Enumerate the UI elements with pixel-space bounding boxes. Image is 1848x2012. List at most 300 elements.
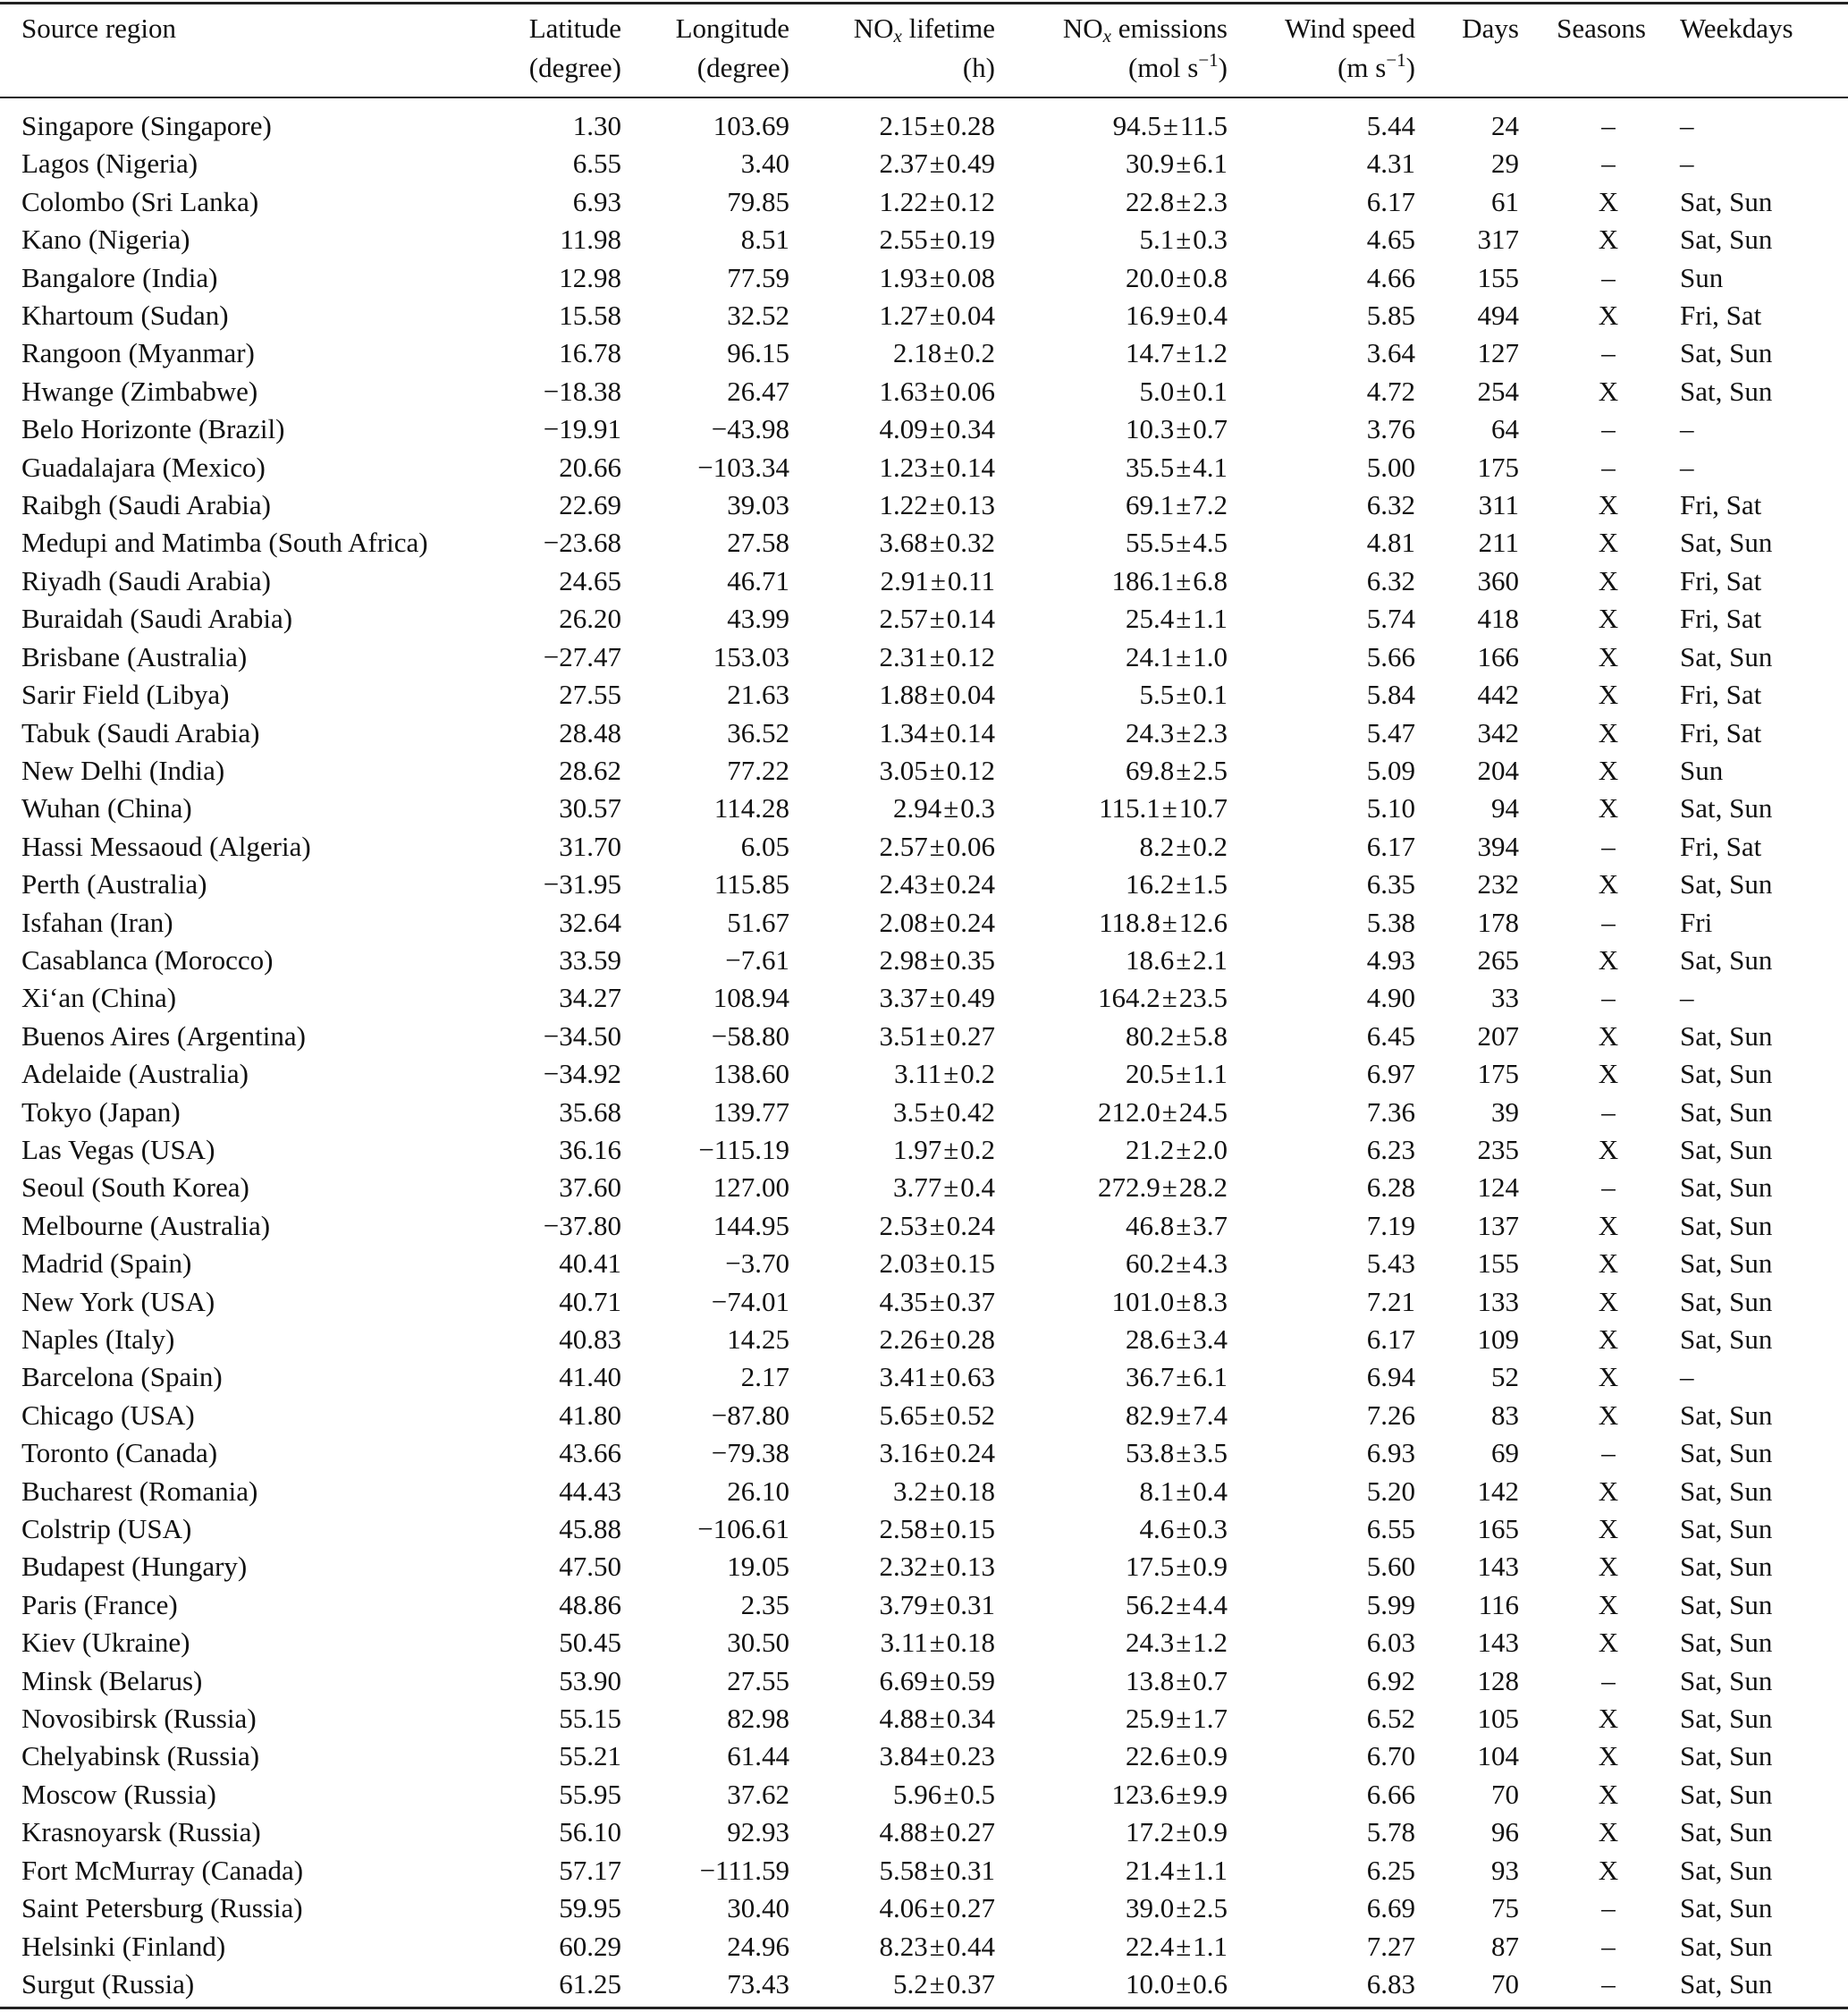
cell-weekdays: Sat, Sun	[1680, 1892, 1773, 1924]
lifetime-value: 3.11	[894, 1058, 942, 1090]
lifetime-uncertainty: 0.28	[946, 110, 995, 141]
cell-longitude: 36.52	[727, 716, 789, 748]
table-row	[0, 1358, 1848, 1396]
cell-wind-speed: 7.27	[1366, 1930, 1415, 1962]
cell-nox-lifetime	[789, 1889, 995, 1927]
cell-source-region: Kano (Nigeria)	[21, 224, 190, 256]
cell-weekdays: Fri, Sat	[1680, 716, 1762, 748]
cell-weekdays: Sun	[1680, 754, 1724, 786]
lifetime-value: 6.69	[879, 1664, 928, 1696]
lifetime-value: 2.53	[879, 1209, 928, 1241]
emissions-value: 36.7	[1125, 1361, 1175, 1393]
cell-weekdays: Sat, Sun	[1680, 868, 1773, 900]
cell-source-region: Buenos Aires (Argentina)	[21, 1019, 306, 1052]
lifetime-value: 3.68	[879, 527, 928, 559]
cell-nox-lifetime	[789, 1473, 995, 1510]
cell-days: 494	[1477, 300, 1519, 332]
cell-longitude: 114.28	[713, 792, 789, 824]
cell-source-region: Kiev (Ukraine)	[21, 1627, 190, 1659]
emissions-value: 10.3	[1125, 413, 1175, 445]
cell-seasons: –	[1601, 337, 1616, 369]
emissions-unit-base: (mol s	[1127, 52, 1199, 83]
cell-nox-lifetime	[789, 524, 995, 562]
cell-source-region: Singapore (Singapore)	[21, 110, 272, 141]
cell-seasons: X	[1598, 527, 1619, 559]
cell-days: 75	[1491, 1892, 1519, 1924]
plus-minus-symbol: ±	[929, 224, 945, 256]
cell-seasons: X	[1598, 1588, 1619, 1620]
lifetime-value: 2.18	[892, 337, 942, 369]
cell-source-region: Budapest (Hungary)	[21, 1551, 248, 1583]
emissions-value: 16.9	[1125, 300, 1175, 332]
plus-minus-symbol: ±	[929, 451, 945, 483]
cell-seasons: X	[1598, 1627, 1619, 1659]
cell-source-region: Colstrip (USA)	[21, 1513, 192, 1545]
lifetime-uncertainty: 0.18	[946, 1475, 995, 1507]
cell-wind-speed: 5.85	[1366, 300, 1415, 332]
cell-source-region: Lagos (Nigeria)	[21, 148, 198, 180]
header-nox-lifetime-suffix: lifetime	[901, 13, 995, 44]
cell-source-region: Melbourne (Australia)	[21, 1209, 271, 1241]
table-row	[0, 1321, 1848, 1358]
cell-latitude: 16.78	[559, 337, 621, 369]
plus-minus-symbol: ±	[929, 754, 945, 786]
lifetime-uncertainty: 0.32	[946, 527, 995, 559]
table-row	[0, 1852, 1848, 1889]
cell-longitude: 138.60	[713, 1058, 789, 1090]
table-row	[0, 334, 1848, 372]
plus-minus-symbol: ±	[1176, 413, 1192, 445]
cell-longitude: 8.51	[740, 224, 789, 256]
cell-longitude: −106.61	[697, 1513, 789, 1545]
emissions-value: 5.5	[1139, 679, 1175, 711]
lifetime-uncertainty: 0.06	[946, 830, 995, 862]
cell-longitude: 3.40	[740, 148, 789, 180]
cell-days: 70	[1491, 1967, 1519, 1999]
cell-nox-emissions	[995, 524, 1228, 562]
cell-nox-emissions	[995, 1966, 1228, 2003]
cell-weekdays: Sat, Sun	[1680, 185, 1773, 217]
emissions-uncertainty: 0.6	[1193, 1967, 1228, 1999]
cell-nox-lifetime	[789, 1207, 995, 1245]
cell-nox-emissions	[995, 1358, 1228, 1396]
cell-latitude: 28.48	[559, 716, 621, 748]
cell-longitude: 2.35	[740, 1588, 789, 1620]
cell-weekdays: Sat, Sun	[1680, 1664, 1773, 1696]
lifetime-uncertainty: 0.06	[946, 375, 995, 407]
plus-minus-symbol: ±	[929, 1930, 945, 1962]
cell-longitude: 30.50	[727, 1627, 789, 1659]
emissions-uncertainty: 2.0	[1193, 1133, 1228, 1165]
cell-nox-lifetime	[789, 979, 995, 1017]
cell-nox-emissions	[995, 373, 1228, 410]
table-row	[0, 259, 1848, 297]
cell-nox-emissions	[995, 790, 1228, 827]
cell-nox-emissions	[995, 1737, 1228, 1775]
plus-minus-symbol: ±	[1161, 1171, 1177, 1204]
cell-seasons: –	[1601, 148, 1616, 180]
header-days: Days	[1462, 13, 1519, 44]
lifetime-uncertainty: 0.31	[946, 1588, 995, 1620]
emissions-value: 22.4	[1125, 1930, 1175, 1962]
cell-longitude: 51.67	[727, 906, 789, 938]
table-row	[0, 1018, 1848, 1055]
cell-longitude: 103.69	[713, 110, 789, 141]
cell-latitude: 43.66	[559, 1437, 621, 1469]
cell-source-region: Chicago (USA)	[21, 1399, 195, 1431]
lifetime-uncertainty: 0.15	[946, 1247, 995, 1280]
cell-longitude: 144.95	[713, 1209, 789, 1241]
plus-minus-symbol: ±	[929, 906, 945, 938]
cell-nox-lifetime	[789, 486, 995, 524]
lifetime-value: 3.41	[879, 1361, 928, 1393]
cell-nox-emissions	[995, 1510, 1228, 1548]
header-weekdays: Weekdays	[1680, 13, 1793, 44]
cell-latitude: 56.10	[559, 1816, 621, 1848]
plus-minus-symbol: ±	[929, 830, 945, 862]
cell-nox-lifetime	[789, 1662, 995, 1700]
emissions-uncertainty: 6.8	[1193, 564, 1228, 596]
cell-wind-speed: 6.70	[1366, 1740, 1415, 1772]
plus-minus-symbol: ±	[929, 716, 945, 748]
plus-minus-symbol: ±	[929, 1209, 945, 1241]
cell-nox-lifetime	[789, 942, 995, 979]
table-row	[0, 1434, 1848, 1472]
emissions-value: 24.3	[1125, 1627, 1175, 1659]
cell-nox-emissions	[995, 904, 1228, 942]
lifetime-value: 2.08	[879, 906, 928, 938]
emissions-value: 35.5	[1125, 451, 1175, 483]
emissions-value: 28.6	[1125, 1323, 1175, 1355]
cell-wind-speed: 6.03	[1366, 1627, 1415, 1659]
plus-minus-symbol: ±	[929, 489, 945, 521]
cell-wind-speed: 5.44	[1366, 110, 1415, 141]
plus-minus-symbol: ±	[929, 261, 945, 293]
cell-seasons: X	[1598, 943, 1619, 976]
emissions-value: 80.2	[1125, 1019, 1175, 1052]
cell-latitude: −34.92	[543, 1058, 621, 1090]
cell-wind-speed: 6.17	[1366, 830, 1415, 862]
cell-longitude: 26.47	[727, 375, 789, 407]
table-row	[0, 449, 1848, 486]
cell-longitude: 127.00	[713, 1171, 789, 1204]
cell-latitude: 53.90	[559, 1664, 621, 1696]
cell-latitude: 33.59	[559, 943, 621, 976]
plus-minus-symbol: ±	[1176, 754, 1192, 786]
cell-weekdays: Sat, Sun	[1680, 1816, 1773, 1848]
emissions-value: 18.6	[1125, 943, 1175, 976]
cell-nox-lifetime	[789, 1928, 995, 1966]
plus-minus-symbol: ±	[929, 1323, 945, 1355]
cell-seasons: X	[1598, 489, 1619, 521]
emissions-value: 55.5	[1125, 527, 1175, 559]
cell-days: 24	[1491, 110, 1519, 141]
cell-latitude: 22.69	[559, 489, 621, 521]
emissions-uncertainty: 1.1	[1193, 1930, 1228, 1962]
lifetime-value: 1.22	[879, 489, 928, 521]
emissions-value: 21.4	[1125, 1854, 1175, 1886]
plus-minus-symbol: ±	[1176, 603, 1192, 635]
plus-minus-symbol: ±	[929, 185, 945, 217]
emissions-value: 24.1	[1125, 640, 1175, 672]
table-row	[0, 1510, 1848, 1548]
emissions-uncertainty: 1.5	[1193, 868, 1228, 900]
cell-longitude: 32.52	[727, 300, 789, 332]
cell-seasons: X	[1598, 1475, 1619, 1507]
cell-source-region: Madrid (Spain)	[21, 1247, 192, 1280]
cell-nox-emissions	[995, 1700, 1228, 1737]
table-row	[0, 1737, 1848, 1775]
cell-weekdays: Sat, Sun	[1680, 1171, 1773, 1204]
cell-days: 155	[1477, 261, 1519, 293]
header-latitude: Latitude	[528, 13, 621, 44]
lifetime-value: 3.16	[879, 1437, 928, 1469]
cell-nox-emissions	[995, 1889, 1228, 1927]
cell-weekdays: –	[1680, 110, 1694, 141]
cell-longitude: 73.43	[727, 1967, 789, 1999]
cell-longitude: 19.05	[727, 1551, 789, 1583]
cell-wind-speed: 5.43	[1366, 1247, 1415, 1280]
cell-wind-speed: 6.28	[1366, 1171, 1415, 1204]
lifetime-uncertainty: 0.11	[947, 564, 995, 596]
lifetime-uncertainty: 0.19	[946, 224, 995, 256]
cell-source-region: Hwange (Zimbabwe)	[21, 375, 258, 407]
cell-days: 116	[1478, 1588, 1519, 1620]
cell-nox-emissions	[995, 1397, 1228, 1434]
emissions-uncertainty: 0.3	[1193, 1513, 1228, 1545]
cell-longitude: 43.99	[727, 603, 789, 635]
emissions-uncertainty: 4.3	[1193, 1247, 1228, 1280]
cell-days: 165	[1477, 1513, 1519, 1545]
cell-source-region: Guadalajara (Mexico)	[21, 451, 266, 483]
lifetime-value: 1.97	[892, 1133, 942, 1165]
lifetime-uncertainty: 0.2	[960, 1058, 995, 1090]
emissions-uncertainty: 24.5	[1178, 1095, 1228, 1128]
cell-nox-emissions	[995, 866, 1228, 903]
cell-latitude: 40.83	[559, 1323, 621, 1355]
cell-days: 143	[1477, 1551, 1519, 1583]
lifetime-value: 2.15	[879, 110, 928, 141]
cell-wind-speed: 5.66	[1366, 640, 1415, 672]
cell-days: 155	[1477, 1247, 1519, 1280]
cell-longitude: −79.38	[711, 1437, 789, 1469]
cell-wind-speed: 7.21	[1366, 1285, 1415, 1317]
emissions-value: 5.1	[1139, 224, 1175, 256]
cell-nox-emissions	[995, 97, 1228, 145]
cell-seasons: X	[1598, 1778, 1619, 1810]
cell-longitude: 30.40	[727, 1892, 789, 1924]
plus-minus-symbol: ±	[929, 1854, 945, 1886]
cell-wind-speed: 6.35	[1366, 868, 1415, 900]
table-row	[0, 486, 1848, 524]
lifetime-uncertainty: 0.5	[960, 1778, 995, 1810]
emissions-value: 69.1	[1125, 489, 1175, 521]
cell-longitude: 27.55	[727, 1664, 789, 1696]
cell-nox-lifetime	[789, 1510, 995, 1548]
wind-unit-exponent: −1	[1386, 49, 1406, 71]
cell-wind-speed: 5.10	[1366, 792, 1415, 824]
cell-wind-speed: 6.23	[1366, 1133, 1415, 1165]
emissions-value: 123.6	[1111, 1778, 1175, 1810]
cell-days: 317	[1477, 224, 1519, 256]
cell-seasons: X	[1598, 1247, 1619, 1280]
emissions-uncertainty: 4.5	[1193, 527, 1228, 559]
table-top-rule	[0, 2, 1848, 4]
cell-nox-lifetime	[789, 1624, 995, 1661]
lifetime-uncertainty: 0.28	[946, 1323, 995, 1355]
cell-source-region: Adelaide (Australia)	[21, 1058, 249, 1090]
cell-longitude: −103.34	[697, 451, 789, 483]
plus-minus-symbol: ±	[929, 413, 945, 445]
emissions-value: 22.8	[1125, 185, 1175, 217]
cell-weekdays: –	[1680, 148, 1694, 180]
cell-weekdays: Sat, Sun	[1680, 640, 1773, 672]
cell-weekdays: Fri, Sat	[1680, 679, 1762, 711]
cell-latitude: 41.40	[559, 1361, 621, 1393]
plus-minus-symbol: ±	[1176, 1399, 1192, 1431]
cell-latitude: 47.50	[559, 1551, 621, 1583]
emissions-uncertainty: 0.9	[1193, 1816, 1228, 1848]
cell-nox-emissions	[995, 1055, 1228, 1093]
cell-nox-emissions	[995, 1662, 1228, 1700]
lifetime-value: 3.84	[879, 1740, 928, 1772]
table-row	[0, 1207, 1848, 1245]
cell-seasons: X	[1598, 716, 1619, 748]
cell-source-region: Wuhan (China)	[21, 792, 192, 824]
cell-wind-speed: 5.74	[1366, 603, 1415, 635]
cell-days: 442	[1477, 679, 1519, 711]
cell-nox-lifetime	[789, 1245, 995, 1282]
cell-source-region: Minsk (Belarus)	[21, 1664, 203, 1696]
table-row	[0, 1094, 1848, 1131]
plus-minus-symbol: ±	[1176, 868, 1192, 900]
plus-minus-symbol: ±	[1176, 1247, 1192, 1280]
table-row	[0, 1283, 1848, 1321]
lifetime-uncertainty: 0.2	[960, 337, 995, 369]
lifetime-value: 2.37	[879, 148, 928, 180]
cell-nox-lifetime	[789, 600, 995, 638]
cell-nox-emissions	[995, 1776, 1228, 1813]
plus-minus-symbol: ±	[1176, 1816, 1192, 1848]
lifetime-value: 3.79	[879, 1588, 928, 1620]
lifetime-value: 4.88	[879, 1703, 928, 1735]
cell-nox-emissions	[995, 1852, 1228, 1889]
header-region-unit	[0, 48, 483, 97]
lifetime-uncertainty: 0.27	[946, 1816, 995, 1848]
cell-nox-lifetime	[789, 1283, 995, 1321]
lifetime-uncertainty: 0.59	[946, 1664, 995, 1696]
plus-minus-symbol: ±	[1176, 1361, 1192, 1393]
table-row	[0, 1624, 1848, 1661]
plus-minus-symbol: ±	[1176, 527, 1192, 559]
header-seasons: Seasons	[1557, 13, 1646, 44]
plus-minus-symbol: ±	[929, 1399, 945, 1431]
header-nox-emissions	[995, 5, 1228, 48]
cell-days: 61	[1491, 185, 1519, 217]
cell-nox-emissions	[995, 1018, 1228, 1055]
plus-minus-symbol: ±	[929, 943, 945, 976]
emissions-uncertainty: 3.5	[1193, 1437, 1228, 1469]
cell-weekdays: Sat, Sun	[1680, 375, 1773, 407]
cell-days: 166	[1477, 640, 1519, 672]
cell-nox-emissions	[995, 183, 1228, 221]
lifetime-value: 3.5	[892, 1095, 928, 1128]
cell-days: 211	[1478, 527, 1519, 559]
cell-seasons: X	[1598, 1551, 1619, 1583]
plus-minus-symbol: ±	[1176, 1627, 1192, 1659]
cell-latitude: 48.86	[559, 1588, 621, 1620]
cell-days: 109	[1477, 1323, 1519, 1355]
cell-weekdays: Fri, Sat	[1680, 603, 1762, 635]
cell-longitude: 39.03	[727, 489, 789, 521]
table-row	[0, 676, 1848, 714]
cell-latitude: 55.21	[559, 1740, 621, 1772]
table-row	[0, 1055, 1848, 1093]
cell-nox-emissions	[995, 714, 1228, 752]
emissions-value: 56.2	[1125, 1588, 1175, 1620]
cell-source-region: Moscow (Russia)	[21, 1778, 216, 1810]
cell-seasons: –	[1601, 1892, 1616, 1924]
emissions-value: 25.9	[1125, 1703, 1175, 1735]
emissions-value: 82.9	[1125, 1399, 1175, 1431]
lifetime-uncertainty: 0.49	[946, 148, 995, 180]
lifetime-value: 4.06	[879, 1892, 928, 1924]
cell-nox-emissions	[995, 942, 1228, 979]
cell-weekdays: Fri, Sat	[1680, 489, 1762, 521]
cell-days: 207	[1477, 1019, 1519, 1052]
cell-nox-lifetime	[789, 1397, 995, 1434]
table-row	[0, 145, 1848, 182]
table-row	[0, 297, 1848, 334]
plus-minus-symbol: ±	[1176, 1058, 1192, 1090]
cell-weekdays: Sat, Sun	[1680, 1133, 1773, 1165]
cell-days: 204	[1477, 754, 1519, 786]
emissions-uncertainty: 0.1	[1193, 679, 1228, 711]
cell-seasons: X	[1598, 1513, 1619, 1545]
cell-days: 254	[1477, 375, 1519, 407]
cell-nox-emissions	[995, 1207, 1228, 1245]
lifetime-value: 1.23	[879, 451, 928, 483]
cell-nox-emissions	[995, 259, 1228, 297]
emissions-value: 17.2	[1125, 1816, 1175, 1848]
cell-seasons: X	[1598, 1133, 1619, 1165]
cell-nox-emissions	[995, 1283, 1228, 1321]
lifetime-value: 3.05	[879, 754, 928, 786]
emissions-uncertainty: 0.2	[1193, 830, 1228, 862]
cell-wind-speed: 6.52	[1366, 1703, 1415, 1735]
cell-nox-lifetime	[789, 1055, 995, 1093]
cell-days: 143	[1477, 1627, 1519, 1659]
cell-wind-speed: 6.25	[1366, 1854, 1415, 1886]
cell-longitude: 96.15	[727, 337, 789, 369]
cell-latitude: 11.98	[560, 224, 621, 256]
cell-weekdays: Sat, Sun	[1680, 943, 1773, 976]
table-row	[0, 942, 1848, 979]
cell-seasons: X	[1598, 1361, 1619, 1393]
cell-seasons: X	[1598, 1019, 1619, 1052]
emissions-value: 8.2	[1139, 830, 1175, 862]
table-row	[0, 373, 1848, 410]
cell-wind-speed: 7.26	[1366, 1399, 1415, 1431]
cell-wind-speed: 5.09	[1366, 754, 1415, 786]
lifetime-value: 3.77	[892, 1171, 942, 1204]
table-row	[0, 410, 1848, 448]
cell-wind-speed: 5.47	[1366, 716, 1415, 748]
emissions-uncertainty: 0.1	[1193, 375, 1228, 407]
cell-latitude: 55.95	[559, 1778, 621, 1810]
cell-days: 235	[1477, 1133, 1519, 1165]
cell-source-region: Saint Petersburg (Russia)	[21, 1892, 303, 1924]
